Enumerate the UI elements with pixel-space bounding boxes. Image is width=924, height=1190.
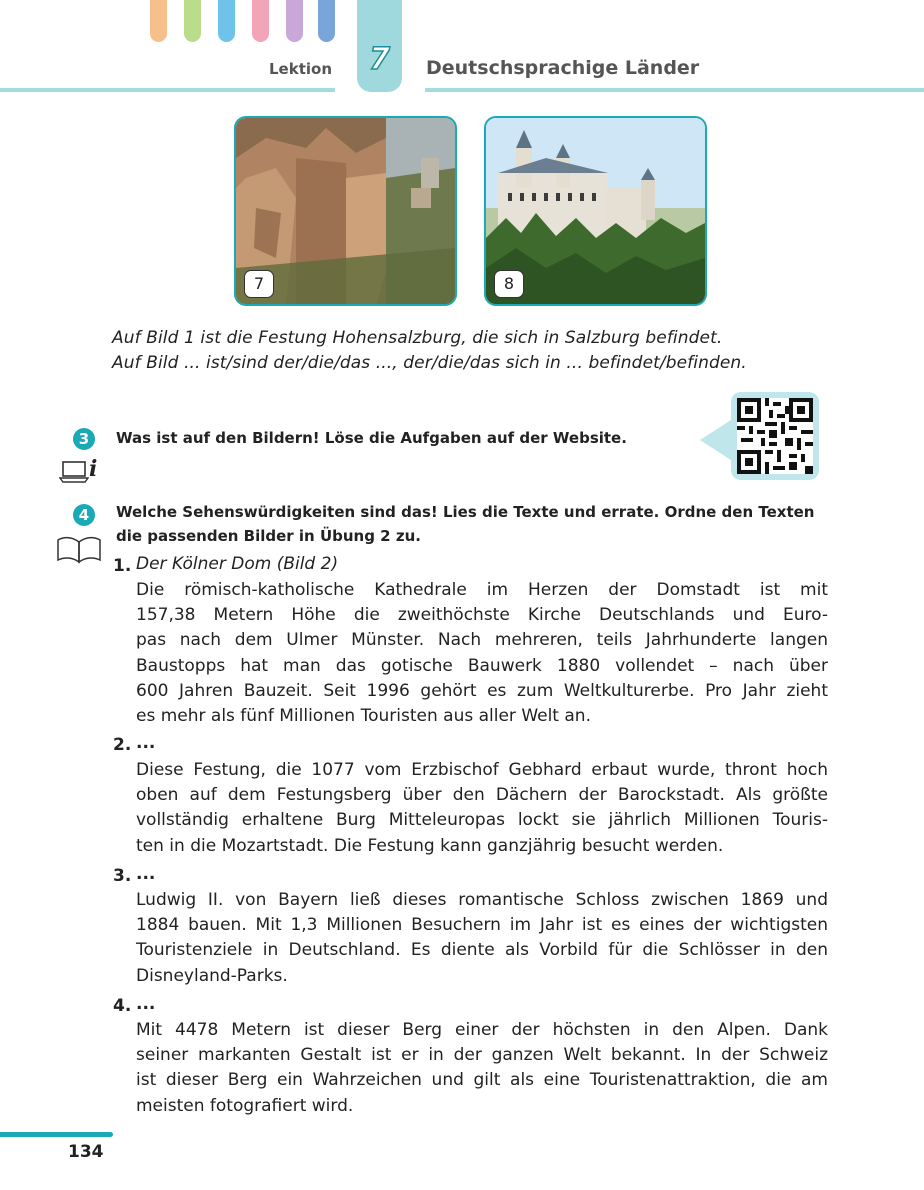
text-line: seiner markanten Gestalt ist er in der ganzen Welt bekannt. In der Schweiz bbox=[136, 1045, 828, 1066]
text-line: Ludwig II. von Bayern ließ dieses romantische Schloss zwischen 1869 und bbox=[136, 890, 828, 910]
header-line-right bbox=[425, 88, 924, 92]
text-line: Diese Festung, die 1077 vom Erzbischof Gebhard erbaut wurde, thront hoch bbox=[136, 760, 828, 780]
text-line: Die römisch-katholische Kathedrale im Herzen der Domstadt ist mit bbox=[136, 580, 828, 600]
text-line: meisten fotografiert wird. bbox=[136, 1095, 354, 1116]
text-line: Mit 4478 Metern ist dieser Berg einer der höchsten in den Alpen. Dank bbox=[136, 1020, 828, 1040]
text-line: oben auf dem Festungsberg über den Dächern der Barockstadt. Als größte bbox=[136, 785, 828, 806]
color-tab-4 bbox=[252, 0, 269, 42]
qr-code[interactable] bbox=[731, 392, 819, 480]
text-line: Disneyland-Parks. bbox=[136, 965, 288, 986]
page-number: 134 bbox=[68, 1142, 104, 1162]
example-line-1: Auf Bild 1 ist die Festung Hohensalzburg, die sich in Salzburg befindet. bbox=[112, 328, 723, 348]
qr-pattern-icon bbox=[737, 398, 813, 474]
text-line: pas nach dem Ulmer Münster. Nach mehreren, teils Jahrhunderte langen bbox=[136, 630, 828, 651]
item-number: 2. bbox=[113, 735, 132, 755]
text-line: Baustopps hat man das gotische Bauwerk 1880 vollendet – nach über bbox=[136, 655, 828, 676]
text-line: 157,38 Metern Höhe die zweithöchste Kirche Deutschlands und Euro- bbox=[136, 605, 828, 626]
item-title: ... bbox=[136, 733, 156, 753]
item-text bbox=[136, 1018, 828, 1119]
item-text bbox=[136, 888, 828, 989]
exercise-3-instruction: Was ist auf den Bildern! Löse die Aufgaben auf der Website. bbox=[116, 429, 627, 447]
svg-text:i: i bbox=[89, 456, 98, 482]
color-tab-1 bbox=[150, 0, 167, 42]
photo-7 bbox=[234, 116, 457, 306]
laptop-info-icon bbox=[59, 452, 103, 484]
item-title: ... bbox=[136, 994, 156, 1014]
photo-number: 7 bbox=[244, 270, 274, 298]
text-line: ist dieser Berg ein Wahrzeichen und gilt als eine Touristenattraktion, die am bbox=[136, 1070, 828, 1091]
footer-bar bbox=[0, 1132, 113, 1137]
header-line-left bbox=[0, 88, 335, 92]
text-line: 1884 bauen. Mit 1,3 Millionen Besuchern im Jahr ist es eines der wichtigsten bbox=[136, 915, 828, 936]
item-number: 1. bbox=[113, 556, 132, 576]
color-tab-2 bbox=[184, 0, 201, 42]
lektion-number: 7 bbox=[369, 42, 390, 77]
example-line-2: Auf Bild ... ist/sind der/die/das ..., der/die/das sich in ... befindet/befinden. bbox=[112, 353, 747, 373]
open-book-icon bbox=[55, 534, 103, 564]
photo-8 bbox=[484, 116, 707, 306]
color-tab-3 bbox=[218, 0, 235, 42]
item-number: 4. bbox=[113, 996, 132, 1016]
photo-number: 8 bbox=[494, 270, 524, 298]
lektion-tab bbox=[357, 0, 402, 92]
item-title: ... bbox=[136, 864, 156, 884]
item-number: 3. bbox=[113, 866, 132, 886]
text-line: vollständig erhaltene Burg Mitteleuropas lockt sie jährlich Millionen Touris- bbox=[136, 810, 828, 831]
text-line: ten in die Mozartstadt. Die Festung kann ganzjährig besucht werden. bbox=[136, 835, 724, 856]
text-line: Touristenziele in Deutschland. Es diente als Vorbild für die Schlösser in den bbox=[136, 940, 828, 961]
item-title: Der Kölner Dom (Bild 2) bbox=[136, 554, 339, 574]
text-line: 600 Jahren Bauzeit. Seit 1996 gehört es zum Weltkulturerbe. Pro Jahr zieht bbox=[136, 680, 828, 701]
qr-pointer bbox=[700, 418, 734, 462]
color-tab-6 bbox=[318, 0, 335, 42]
chapter-title: Deutschsprachige Länder bbox=[426, 57, 700, 79]
lektion-label: Lektion bbox=[269, 60, 333, 78]
qr-code-image bbox=[737, 398, 813, 474]
exercise-4-instruction-line-2: die passenden Bilder in Übung 2 zu. bbox=[116, 527, 421, 545]
color-tab-5 bbox=[286, 0, 303, 42]
exercise-3-number: 3 bbox=[73, 428, 95, 450]
exercise-4-instruction-line-1: Welche Sehenswürdigkeiten sind das! Lies die Texte und errate. Ordne den Texten bbox=[116, 503, 815, 521]
item-text bbox=[136, 758, 828, 859]
item-text bbox=[136, 578, 828, 729]
text-line: es mehr als fünf Millionen Touristen aus aller Welt an. bbox=[136, 706, 591, 727]
exercise-4-number: 4 bbox=[73, 504, 95, 526]
